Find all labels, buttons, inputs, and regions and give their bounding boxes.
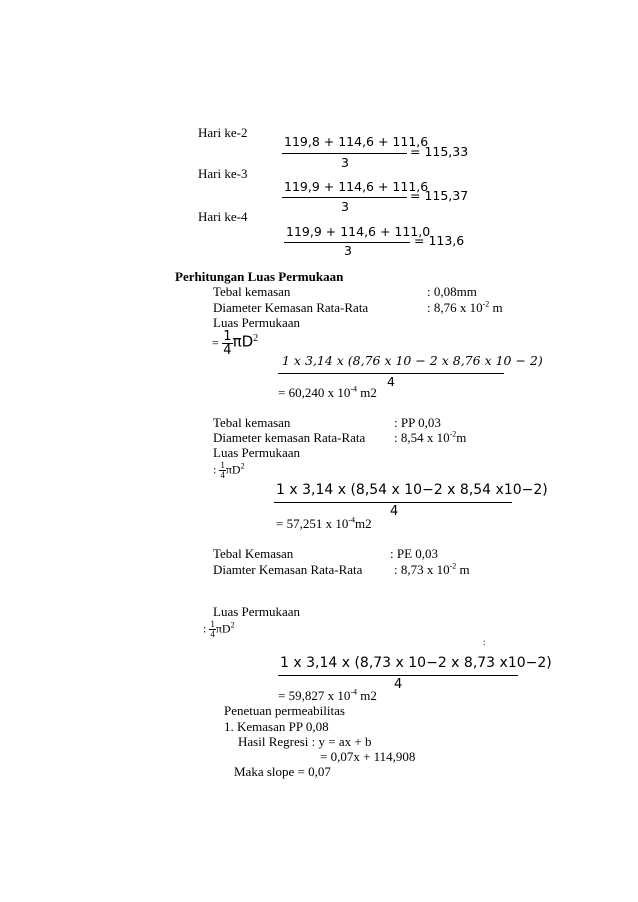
b3-thickness-label: Tebal Kemasan — [213, 546, 294, 561]
day-3-numerator: 119,9 + 114,6 + 111,6 — [284, 179, 429, 194]
b1-thickness-label: Tebal kemasan — [213, 284, 291, 299]
day-2-numerator: 119,8 + 114,6 + 111,6 — [284, 134, 429, 149]
day-3-label: Hari ke-3 — [198, 166, 248, 181]
b2-diameter-label: Diameter kemasan Rata-Rata — [213, 430, 366, 445]
b2-calc-numerator: 1 x 3,14 x (8,54 x 10−2 x 8,54 x10−2) — [276, 482, 548, 498]
b3-area-label: Luas Permukaan — [213, 604, 301, 619]
b2-thickness-value: : PP 0,03 — [394, 415, 441, 430]
regression-label: Hasil Regresi : y = ax + b — [238, 734, 372, 749]
day-3-result: = 115,37 — [410, 188, 469, 203]
b3-stray-mark: : — [483, 637, 486, 647]
b1-diameter-label: Diameter Kemasan Rata-Rata — [213, 300, 369, 315]
day-3-fraction-line — [282, 197, 407, 198]
b3-calc-line — [278, 675, 518, 676]
day-2-denominator: 3 — [341, 155, 349, 170]
b3-diameter-value: : 8,73 x $10^{-2}$ m — [394, 561, 470, 577]
b2-calc-denominator: 4 — [390, 504, 399, 519]
b2-result: = 57,251 x $10^{-4}m2$ — [276, 515, 372, 531]
permeability-heading: Penetuan permeabilitas — [224, 703, 345, 718]
b3-formula: : $\frac{1}{4}$ $\pi D^2$ — [203, 619, 235, 639]
day-4-label: Hari ke-4 — [198, 209, 248, 224]
day-4-result: = 113,6 — [414, 233, 465, 248]
day-2-result: = 115,33 — [410, 144, 469, 159]
b1-formula: = $\frac{1}{4}$ $\pi D^2$ — [212, 329, 259, 358]
b3-calc-denominator: 4 — [394, 677, 403, 692]
b3-thickness-value: : PE 0,03 — [390, 546, 439, 561]
b3-diameter-label: Diamter Kemasan Rata-Rata — [213, 562, 363, 577]
slope-text: Maka slope = 0,07 — [234, 764, 331, 779]
b2-formula: : $\frac{1}{4}$ $\pi D^2$ — [213, 460, 245, 480]
b2-area-label: Luas Permukaan — [213, 445, 301, 460]
b1-calc-numerator: 1 x 3,14 x (8,76 x 10 − 2 x 8,76 x 10 − 2) — [282, 353, 543, 368]
b1-diameter-value: : 8,76 x $10^{-2}$ m — [427, 299, 503, 315]
day-4-numerator: 119,9 + 114,6 + 111,0 — [286, 224, 431, 239]
day-3-denominator: 3 — [341, 199, 349, 214]
b2-thickness-label: Tebal kemasan — [213, 415, 291, 430]
surface-heading: Perhitungan Luas Permukaan — [175, 269, 344, 284]
permeability-item: 1. Kemasan PP 0,08 — [224, 719, 329, 734]
b1-calc-denominator: 4 — [387, 374, 395, 389]
b1-area-label: Luas Permukaan — [213, 315, 301, 330]
b2-diameter-value: : 8,54 x $10^{-2}m$ — [394, 429, 467, 445]
regression-equation: = 0,07x + 114,908 — [320, 749, 416, 764]
b1-thickness-value: : 0,08mm — [427, 284, 477, 299]
b3-calc-numerator: 1 x 3,14 x (8,73 x 10−2 x 8,73 x10−2) — [280, 655, 552, 671]
day-2-fraction-line — [282, 153, 407, 154]
b1-result: = 60,240 x $10^{-4}$ m2 — [278, 384, 377, 400]
b3-result: = 59,827 x $10^{-4}$ m2 — [278, 687, 377, 703]
b2-calc-line — [274, 502, 512, 503]
day-2-label: Hari ke-2 — [198, 125, 248, 140]
day-4-denominator: 3 — [344, 243, 352, 258]
